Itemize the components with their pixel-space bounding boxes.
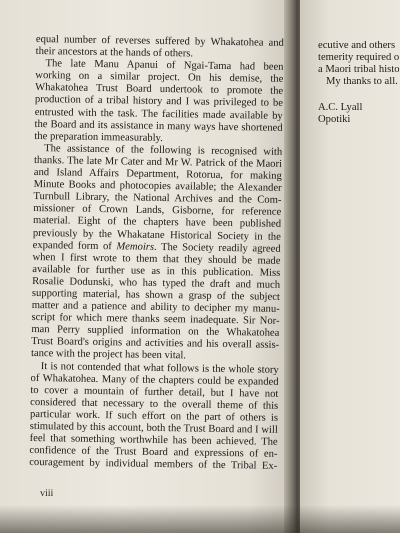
- text-line: tance with the project has been vital.: [30, 348, 187, 362]
- text-line: My thanks to all.: [326, 76, 398, 88]
- text-line: working on a similar project. On his demise, the: [35, 70, 284, 86]
- text-line: available for further use as in this publication. Miss: [32, 263, 281, 279]
- right-page-body-text: [318, 40, 400, 127]
- text-line: It is not contended that what follows is the whole story: [40, 360, 279, 376]
- text-line: Turnbull Library, the National Archives and the Com-: [33, 191, 282, 207]
- paragraph-gap: [318, 88, 400, 102]
- text-line: Trust Board's origins and activities and his overall assis-: [31, 336, 280, 352]
- text-line: the preparation immeasurably.: [34, 130, 163, 144]
- text-line: Whakatohea Trust Board undertook to promote the: [35, 82, 284, 98]
- text-line: a Maori tribal histo: [318, 64, 400, 76]
- text-line: temerity required o: [318, 52, 400, 64]
- text-line: A.C. Lyall: [318, 102, 363, 114]
- text-line: equal number of reverses suffered by Whakatohea and: [35, 34, 284, 49]
- text-line: Rosalie Dodunski, who has typed the draft and much: [32, 275, 281, 291]
- text-line: thanks. The late Mr Cater and Mr W. Patrick of the Maori: [33, 154, 283, 170]
- text-line: ecutive and others: [318, 40, 396, 51]
- text-line: material. Eight of the chapters have been published: [32, 215, 282, 231]
- text-line: to cover a mountain of further detail, but I have not: [30, 384, 279, 400]
- italic-title: Memoirs: [116, 240, 155, 253]
- text-line: man Perry supplied information on the Whakatohea: [31, 324, 280, 340]
- bottom-shadow: [0, 505, 400, 533]
- text-line: expanded form of Memoirs. The Society readily agreed: [32, 239, 281, 255]
- text-line: feel that something worthwhile has been achieved. The: [29, 433, 278, 448]
- page-number: viii: [39, 487, 54, 500]
- text-line: previously by the Whakatane Historical Society in the: [32, 227, 281, 243]
- text-line: and Island Affairs Department, Rotorua, for making: [33, 167, 282, 182]
- text-line: considered that necessary to the overall theme of this: [30, 396, 279, 412]
- text-line: the Board and its assistance in many ways have shortened: [34, 118, 283, 134]
- text-line: script for which mere thanks seem inadequate. Sir Nor-: [31, 312, 280, 328]
- text-line: supporting material, has shown a grasp of the subject: [31, 287, 280, 303]
- text-line: couragement by individual members of the Tribal Ex-: [29, 457, 278, 473]
- text-line: when I first wrote to them that they should be made: [32, 251, 281, 267]
- text-line: missioner of Crown Lands, Gisborne, for reference: [33, 203, 282, 219]
- text-line: The late Manu Apanui of Ngai-Tama had been: [45, 58, 284, 74]
- text-line: entrusted with the task. The facilities made available by: [34, 106, 283, 122]
- text-line: production of a tribal history and I was privileged to be: [34, 94, 284, 110]
- text-line: Minute Books and photocopies available; the Alexander: [33, 179, 282, 195]
- text-line: matter and a patience and ability to decipher my manu-: [31, 300, 280, 315]
- text-line: their ancestors at the hands of others.: [35, 46, 194, 60]
- left-page-body-text: [29, 34, 284, 473]
- text-line: Opotiki: [318, 114, 351, 126]
- text-line: confidence of the Trust Board and expressions of en-: [29, 445, 278, 461]
- text-line: stimulated by this account, both the Trust Board and I will: [29, 420, 278, 436]
- text-line: of Whakatohea. Many of the chapters could be expanded: [30, 372, 279, 388]
- text-line: The assistance of the following is recognised with: [44, 142, 283, 158]
- text-line: particular work. If such effort on the part of others is: [29, 408, 279, 424]
